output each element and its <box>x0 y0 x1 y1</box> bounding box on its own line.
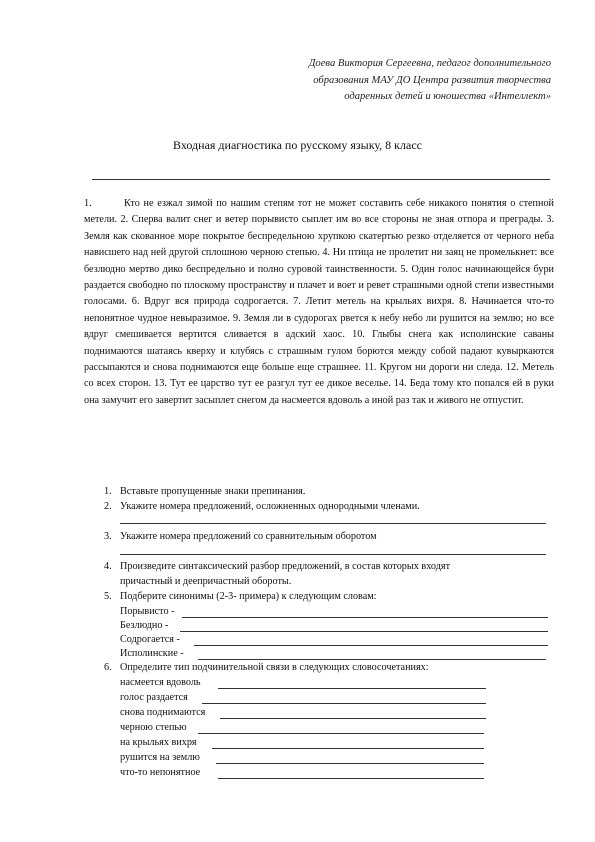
task-number: 5. <box>104 591 112 602</box>
phrase-item: насмеется вдоволь <box>120 677 201 688</box>
answer-line[interactable] <box>218 688 486 689</box>
author-line: Доева Виктория Сергеевна, педагог дополнительного <box>308 58 551 69</box>
author-line: образования МАУ ДО Центра развития творчества <box>313 74 551 86</box>
task-number: 2. <box>104 501 112 512</box>
answer-line[interactable] <box>194 645 548 646</box>
task-text: Вставьте пропущенные знаки препинания. <box>120 486 306 497</box>
page-title: Входная диагностика по русскому языку, 8 класс <box>173 138 422 152</box>
phrase-item: что-то непонятное <box>120 767 201 778</box>
task-text: Определите тип подчинительной связи в следующих словосочетаниях: <box>120 662 429 673</box>
synonym-word: Содрогается - <box>120 634 180 645</box>
phrase-item: черною степью <box>120 722 187 733</box>
task-text: Произведите синтаксический разбор предложений, в состав которых входят <box>120 561 451 572</box>
phrase-item: на крыльях вихря <box>120 737 197 748</box>
text-body: Кто не езжал зимой по нашим степям тот не может составить себе никакого понятия о степной метели. 2. Сперва валит снег и ветер порывисто сыплет им во все стороны не зная отпора и преграды. 3. Земля как скованное море покрытое беспредельною хрупкою скатертью резко отделяется от черного неба нависшего над ней другой сплошною черною степью. 4. Ни птица не пролетит ни заяц не промелькнет: все безлюдно мертво дико беспредельно и полно суровой таинственности. 5. Один голос начинающейся бури раздается свободно по плоскому пространству и плачет и воет и ревет страшными одной степи известными голосами. 6. Вдруг вся природа содрогается. 7. Летит метель на крыльях вихря. 8. Начинается что-то непонятное чудное невыразимое. 9. Земля ли в судорогах рвется к небу небо ли рушится на землю; но все вдруг смешивается вертится сливается в адский хаос. 10. Глыбы снега как исполинские саваны поднимаются шатаясь кверху и клубясь с страшным гулом борются между собой падают кувыркаются рассыпаются и снова поднимаются еще больше еще страшнее. 11. Кругом ни дороги ни следа. 12. Метель со всех сторон. 13. Тут ее царство тут ее разгул тут ее дикое веселье. 14. Беда тому кто попался ей в руки она замучит его завертит засыплет снегом да насмеется вдоволь а иной раз так и живого не отпустит. <box>84 198 554 406</box>
title-divider <box>92 179 550 180</box>
answer-line[interactable] <box>182 617 548 618</box>
answer-line[interactable] <box>202 703 486 704</box>
task-text: Укажите номера предложений, осложненных однородными членами. <box>120 501 420 512</box>
synonym-word: Порывисто - <box>120 606 175 617</box>
task-text-continued: причастный и деепричастный обороты. <box>120 576 292 587</box>
answer-line[interactable] <box>120 523 546 524</box>
answer-line[interactable] <box>220 718 486 719</box>
task-number: 1. <box>104 486 112 497</box>
phrase-item: рушится на землю <box>120 752 200 763</box>
answer-line[interactable] <box>120 554 546 555</box>
task-text: Подберите синонимы (2-3- примера) к следующим словам: <box>120 591 377 602</box>
answer-line[interactable] <box>212 748 484 749</box>
answer-line[interactable] <box>180 631 548 632</box>
task-number: 6. <box>104 662 112 673</box>
author-line: одаренных детей и юношества «Интеллект» <box>344 91 551 102</box>
task-number: 3. <box>104 531 112 542</box>
text-number: 1. <box>84 198 92 209</box>
phrase-item: снова поднимаются <box>120 707 206 718</box>
author-block <box>221 56 551 106</box>
answer-line[interactable] <box>216 763 484 764</box>
task-number: 4. <box>104 561 112 572</box>
task-text: Укажите номера предложений со сравнительным оборотом <box>120 531 377 542</box>
answer-line[interactable] <box>218 778 484 779</box>
answer-line[interactable] <box>198 659 546 660</box>
synonym-word: Исполинские - <box>120 648 184 659</box>
synonym-word: Безлюдно - <box>120 620 169 631</box>
dictation-text <box>84 196 554 409</box>
phrase-item: голос раздается <box>120 692 188 703</box>
answer-line[interactable] <box>198 733 484 734</box>
